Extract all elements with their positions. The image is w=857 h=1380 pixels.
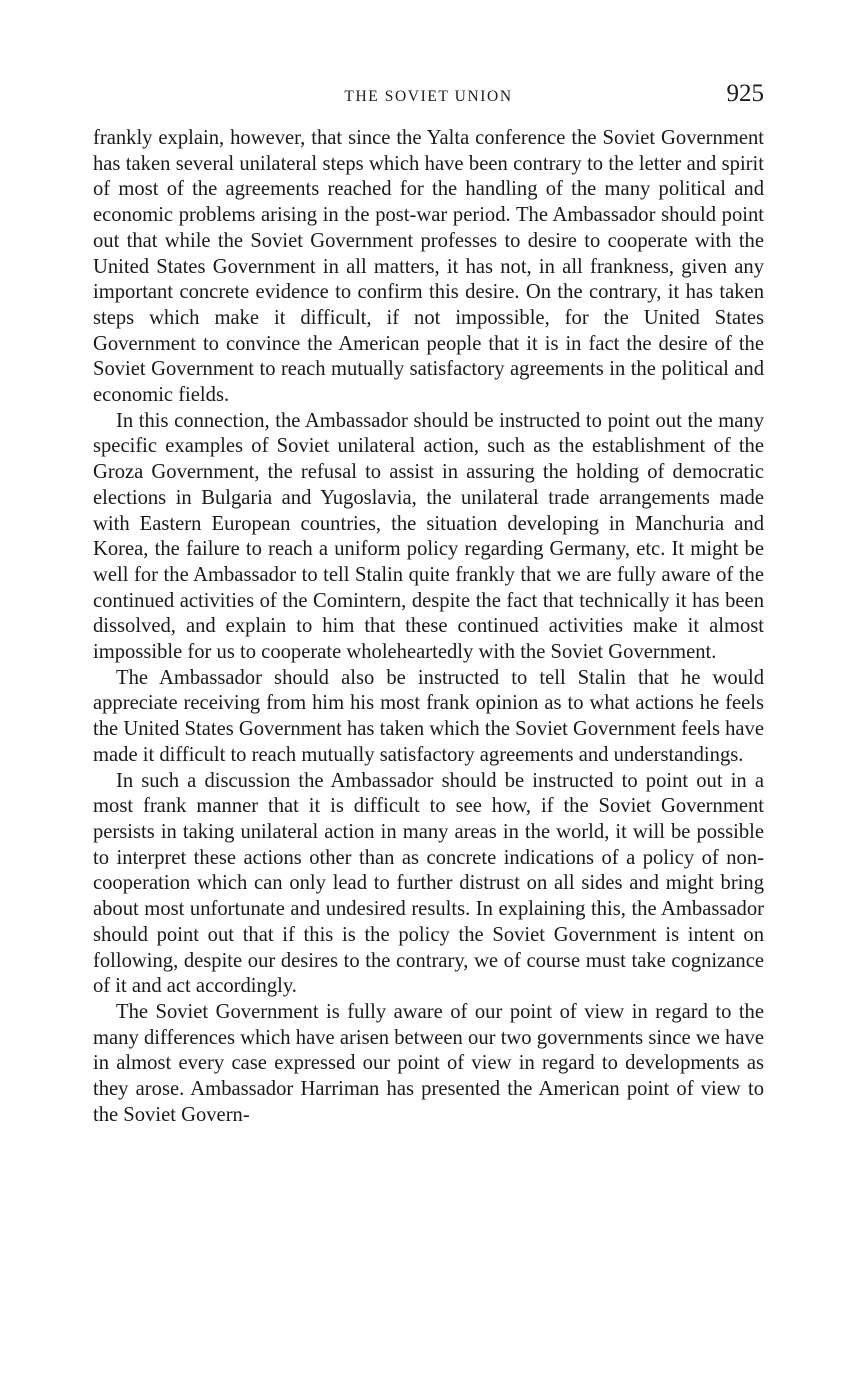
page-number: 925 [726, 80, 764, 107]
paragraph-stalin-opinion: The Ambassador should also be instructed to tell Stalin that he would appreciate receiving from him his most frank opinion as to what actions he feels the United States Government has taken which the Soviet Government feels have made it difficult to reach mutually satisfactory agreements and understandings. [93, 666, 764, 766]
paragraph-non-cooperation: In such a discussion the Ambassador should be instructed to point out in a most frank manner that it is difficult to see how, if the Soviet Government persists in taking unilateral action in many areas in the world, it will be possible to interpret these actions other than as concrete indications of a policy of non-cooperation which can only lead to further distrust on all sides and might bring about most unfortunate and undesired results. In explaining this, the Ambassador should point out that if this is the policy the Soviet Government is intent on following, despite our desires to the contrary, we of course must take cognizance of it and act accordingly. [93, 769, 764, 998]
body-text [93, 126, 764, 1128]
running-title: THE SOVIET UNION [344, 88, 513, 105]
paragraph-unilateral-examples: In this connection, the Ambassador should be instructed to point out the many specific examples of Soviet unilateral action, such as the establishment of the Groza Government, the refusal to assist in assuring the holding of democratic elections in Bulgaria and Yugoslavia, the unilateral trade arrangements made with Eastern European countries, the situation developing in Manchuria and Korea, the failure to reach a uniform policy regarding Germany, etc. It might be well for the Ambassador to tell Stalin quite frankly that we are fully aware of the continued activities of the Comintern, despite the fact that technically it has been dissolved, and explain to him that these continued activities make it almost impossible for us to cooperate wholeheartedly with the Soviet Government. [93, 409, 764, 664]
paragraph-continued: frankly explain, however, that since the Yalta conference the Soviet Government has taken several unilateral steps which have been contrary to the letter and spirit of most of the agreements reached for the handling of the many political and economic problems arising in the post-war period. The Ambassador should point out that while the Soviet Government professes to desire to cooperate with the United States Government in all matters, it has not, in all frankness, given any important concrete evidence to confirm this desire. On the contrary, it has taken steps which make it difficult, if not impossible, for the United States Government to convince the American people that it is in fact the desire of the Soviet Government to reach mutually satisfactory agreements in the political and economic fields. [93, 127, 764, 407]
paragraph-soviet-awareness: The Soviet Government is fully aware of our point of view in regard to the many differences which have arisen between our two governments since we have in almost every case expressed our point of view in regard to developments as they arose. Ambassador Harriman has presented the American point of view to the Soviet Govern- [93, 1000, 764, 1126]
running-head [93, 80, 764, 114]
